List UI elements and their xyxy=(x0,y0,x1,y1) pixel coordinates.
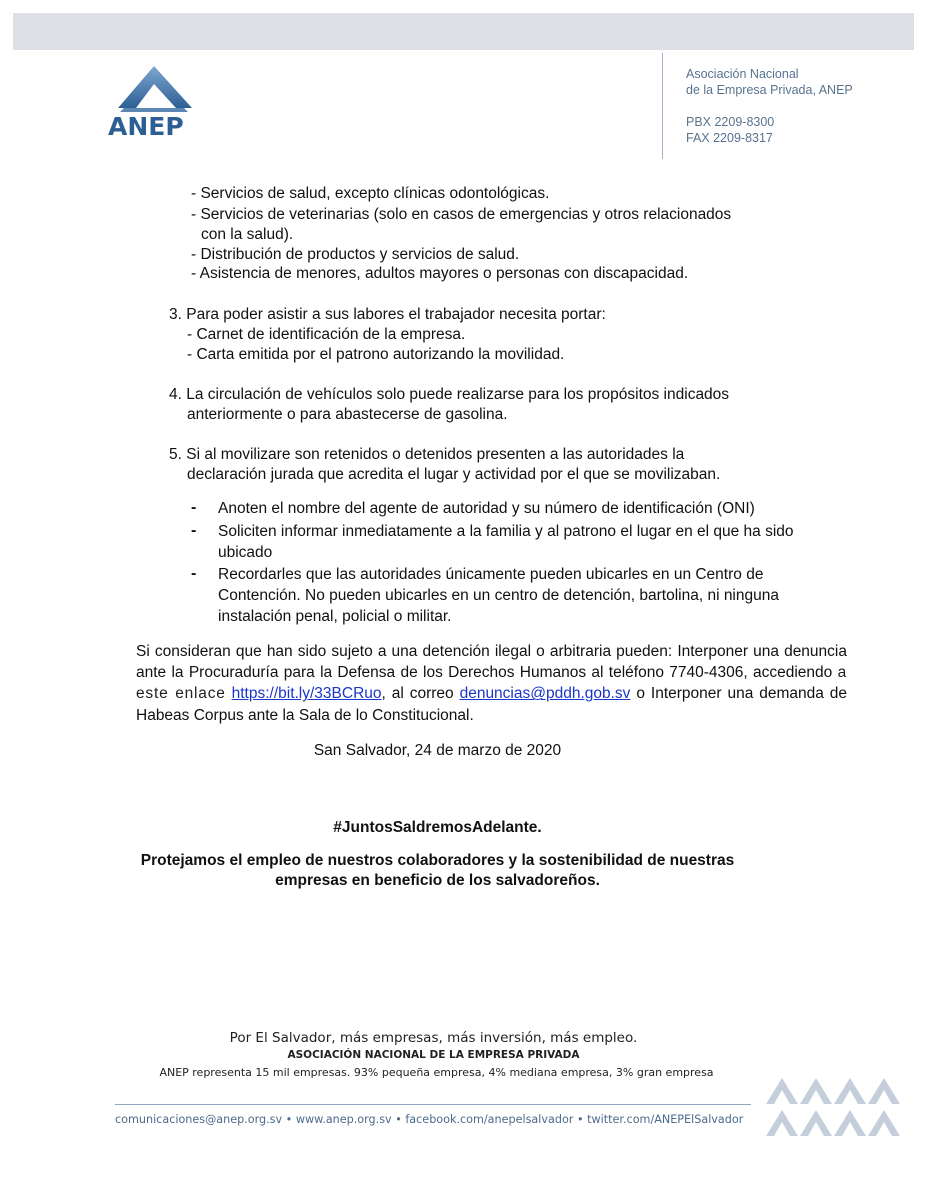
item-3-sub: - Carta emitida por el patrono autorizando la movilidad. xyxy=(187,346,565,363)
list-item: - Distribución de productos y servicios de salud. xyxy=(191,246,520,263)
pbx-number: PBX 2209-8300 xyxy=(686,115,775,129)
list-item-continuation: con la salud). xyxy=(201,226,294,243)
tagline-line1: Protejamos el empleo de nuestros colaboradores y la sostenibilidad de nuestras xyxy=(140,852,735,869)
fax-number: FAX 2209-8317 xyxy=(686,131,773,145)
bullet-text: instalación penal, policial o militar. xyxy=(218,608,452,625)
footer-org: ASOCIACIÓN NACIONAL DE LA EMPRESA PRIVADA xyxy=(287,1049,580,1061)
footer-divider xyxy=(115,1104,751,1105)
item-4-line: anteriormente o para abastecerse de gasolina. xyxy=(187,406,508,423)
item-5-line: declaración jurada que acredita el lugar y actividad por el que se movilizaban. xyxy=(187,466,721,483)
footer-stats: ANEP representa 15 mil empresas. 93% pequeña empresa, 4% mediana empresa, 3% gran empresa xyxy=(159,1066,714,1079)
bullet-dash: - xyxy=(191,522,197,539)
email-link[interactable]: denuncias@pddh.gob.sv xyxy=(459,685,631,703)
tagline-line2: empresas en beneficio de los salvadoreños. xyxy=(275,872,600,889)
item-3-sub: - Carnet de identificación de la empresa. xyxy=(187,326,466,343)
logo-text: ANEP xyxy=(108,112,184,141)
enlace-link[interactable]: https://bit.ly/33BCRuo xyxy=(231,685,382,703)
bullet-text: Soliciten informar inmediatamente a la familia y al patrono el lugar en el que ha sido xyxy=(218,523,794,540)
bullet-text: Anoten el nombre del agente de autoridad y su número de identificación (ONI) xyxy=(218,500,755,517)
list-item: - Servicios de salud, excepto clínicas odontológicas. xyxy=(191,185,550,202)
org-name-line2: de la Empresa Privada, ANEP xyxy=(686,83,853,97)
header-band xyxy=(13,13,914,50)
bullet-dash: - xyxy=(191,499,197,516)
bullet-text: ubicado xyxy=(218,544,273,561)
org-name-line1: Asociación Nacional xyxy=(686,67,799,81)
header-divider xyxy=(662,53,663,159)
bullet-text: Recordarles que las autoridades únicamente pueden ubicarles en un Centro de xyxy=(218,566,764,583)
list-item: - Servicios de veterinarias (solo en casos de emergencias y otros relacionados xyxy=(191,206,732,223)
hashtag: #JuntosSaldremosAdelante. xyxy=(333,819,542,836)
triangles-decoration-icon xyxy=(764,1074,914,1140)
item-4-line: 4. La circulación de vehículos solo puede realizarse para los propósitos indicados xyxy=(169,386,730,403)
footer-links[interactable]: comunicaciones@anep.org.sv • www.anep.org.sv • facebook.com/anepelsalvador • twitter.com/ANEPElSalvador xyxy=(115,1113,744,1126)
footer-slogan: Por El Salvador, más empresas, más inversión, más empleo. xyxy=(229,1030,638,1046)
list-item: - Asistencia de menores, adultos mayores o personas con discapacidad. xyxy=(191,265,689,282)
date-line: San Salvador, 24 de marzo de 2020 xyxy=(313,742,562,759)
bullet-dash: - xyxy=(191,565,197,582)
header-address xyxy=(686,66,853,146)
closing-paragraph: Si consideran que han sido sujeto a una detención ilegal o arbitraria pueden: Interponer una denuncia ante la Procuraduría para la Defensa de los Derechos Humanos al teléfono 7740-4306, accediendo a este enlace https://bit.ly/33BCRuo, al correo denuncias@pddh.gob.sv o Interponer una demanda de Habeas Corpus ante la Sala de lo Constitucional. xyxy=(136,643,848,724)
item-5-line: 5. Si al movilizare son retenidos o detenidos presenten a las autoridades la xyxy=(169,446,685,463)
bullet-text: Contención. No pueden ubicarles en un centro de detención, bartolina, ni ninguna xyxy=(218,587,779,604)
item-3-heading: 3. Para poder asistir a sus labores el trabajador necesita portar: xyxy=(169,306,606,323)
